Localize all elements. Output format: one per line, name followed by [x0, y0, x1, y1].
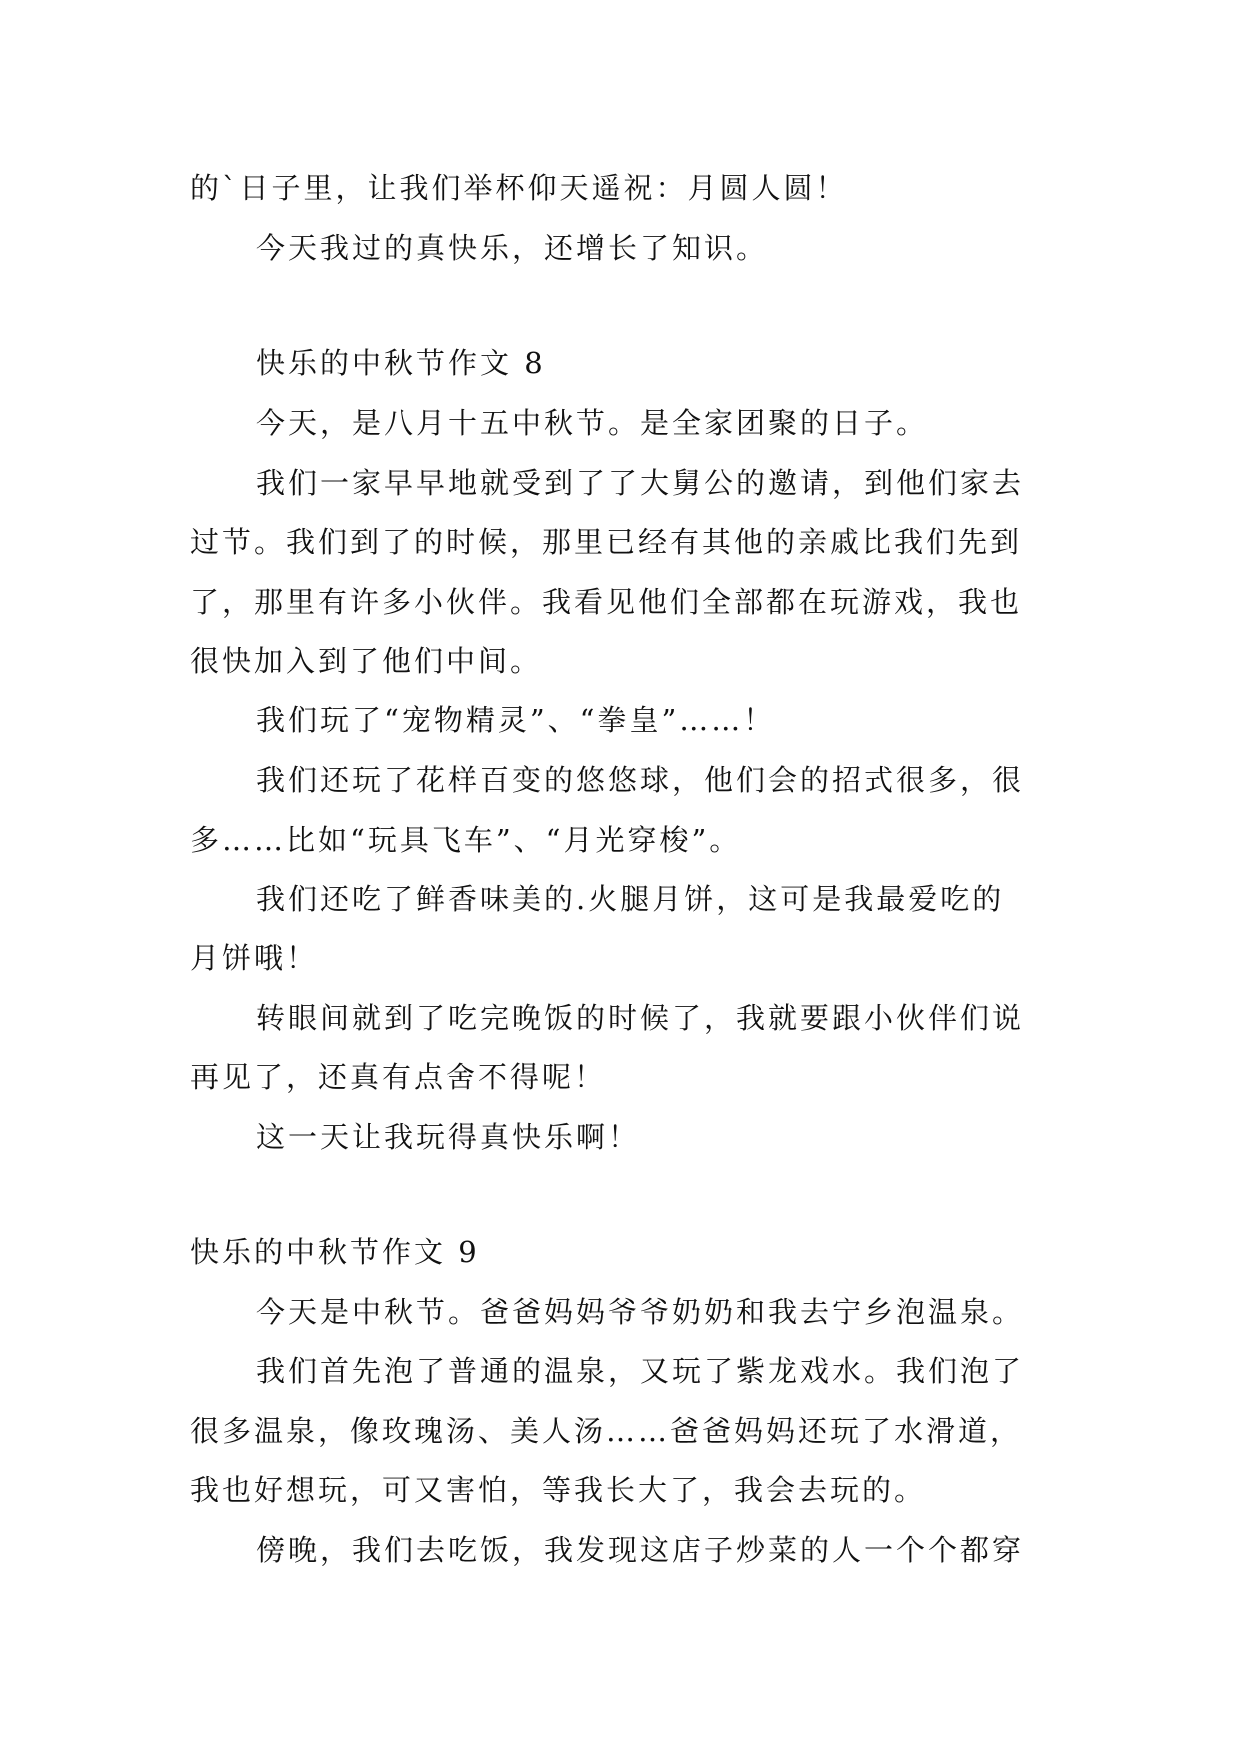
paragraph-line: 的`日子里，让我们举杯仰天遥祝：月圆人圆！ [190, 171, 848, 205]
paragraph-line: 今天我过的真快乐，还增长了知识。 [256, 231, 769, 265]
paragraph-line: 我们一家早早地就受到了了大舅公的邀请，到他们家去 [256, 466, 1025, 500]
paragraph-line: 很多温泉，像玫瑰汤、美人汤……爸爸妈妈还玩了水滑道， [190, 1414, 1023, 1448]
essay-title-8: 快乐的中秋节作文 8 [256, 346, 546, 380]
paragraph-line: 这一天让我玩得真快乐啊！ [256, 1120, 641, 1154]
paragraph-line: 我也好想玩，可又害怕，等我长大了，我会去玩的。 [190, 1473, 927, 1507]
paragraph-line: 了，那里有许多小伙伴。我看见他们全部都在玩游戏，我也 [190, 585, 1023, 619]
paragraph-line: 我们玩了“宠物精灵”、“拳皇”……！ [256, 703, 776, 737]
paragraph-line: 我们首先泡了普通的温泉，又玩了紫龙戏水。我们泡了 [256, 1354, 1025, 1388]
paragraph-line: 过节。我们到了的时候，那里已经有其他的亲戚比我们先到 [190, 525, 1023, 559]
paragraph-line: 月饼哦！ [190, 941, 319, 975]
paragraph-line: 转眼间就到了吃完晚饭的时候了，我就要跟小伙伴们说 [256, 1001, 1025, 1035]
paragraph-line: 傍晚，我们去吃饭，我发现这店子炒菜的人一个个都穿 [256, 1533, 1025, 1567]
paragraph-line: 今天，是八月十五中秋节。是全家团聚的日子。 [256, 406, 929, 440]
paragraph-line: 再见了，还真有点舍不得呢！ [190, 1060, 607, 1094]
paragraph-line: 我们还玩了花样百变的悠悠球，他们会的招式很多，很 [256, 763, 1025, 797]
paragraph-line: 今天是中秋节。爸爸妈妈爷爷奶奶和我去宁乡泡温泉。 [256, 1295, 1025, 1329]
essay-title-9: 快乐的中秋节作文 9 [190, 1235, 480, 1269]
paragraph-line: 很快加入到了他们中间。 [190, 644, 543, 678]
paragraph-line: 我们还吃了鲜香味美的.火腿月饼，这可是我最爱吃的 [256, 882, 1005, 916]
paragraph-line: 多……比如“玩具飞车”、“月光穿梭”。 [190, 823, 742, 857]
